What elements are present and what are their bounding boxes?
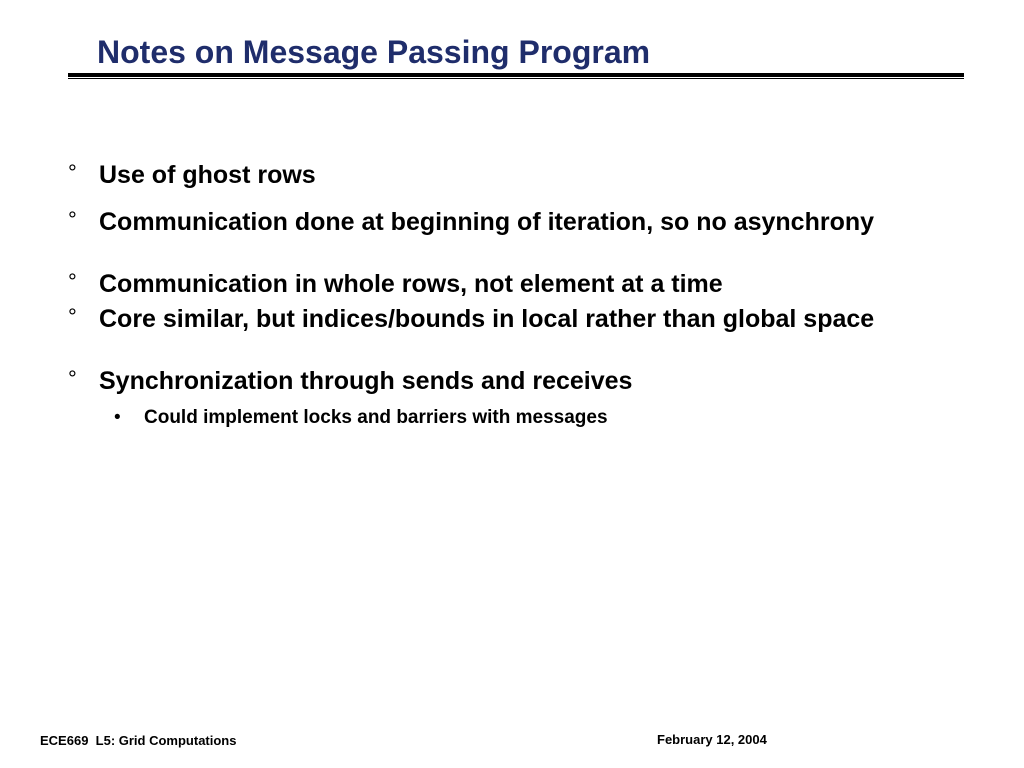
bullet-text: Communication in whole rows, not element at a time <box>99 270 723 298</box>
bullet-text: Synchronization through sends and receives <box>99 367 633 395</box>
title-divider-thin <box>68 78 964 79</box>
bullet-marker: ° <box>68 304 77 329</box>
footer-course: ECE669 L5: Grid Computations <box>40 733 237 748</box>
bullet-text: Core similar, but indices/bounds in local rather than global space <box>99 305 875 333</box>
bullet-text: Use of ghost rows <box>99 161 316 189</box>
bullet-marker: ° <box>68 366 77 391</box>
bullet-marker: ° <box>68 160 77 185</box>
bullet-item <box>68 368 928 394</box>
bullet-item <box>68 306 928 332</box>
bullet-item <box>68 209 928 235</box>
bullet-text: Communication done at beginning of iteration, so no asynchrony <box>99 208 875 236</box>
footer-date: February 12, 2004 <box>657 732 767 747</box>
bullet-marker: ° <box>68 269 77 294</box>
bullet-item <box>68 271 928 297</box>
sub-bullet-text: Could implement locks and barriers with messages <box>144 407 608 428</box>
sub-bullet-marker: • <box>114 407 121 428</box>
slide-title: Notes on Message Passing Program <box>97 34 651 70</box>
title-divider <box>68 73 964 77</box>
bullet-marker: ° <box>68 207 77 232</box>
sub-bullet-item <box>114 407 914 429</box>
bullet-item <box>68 162 928 188</box>
